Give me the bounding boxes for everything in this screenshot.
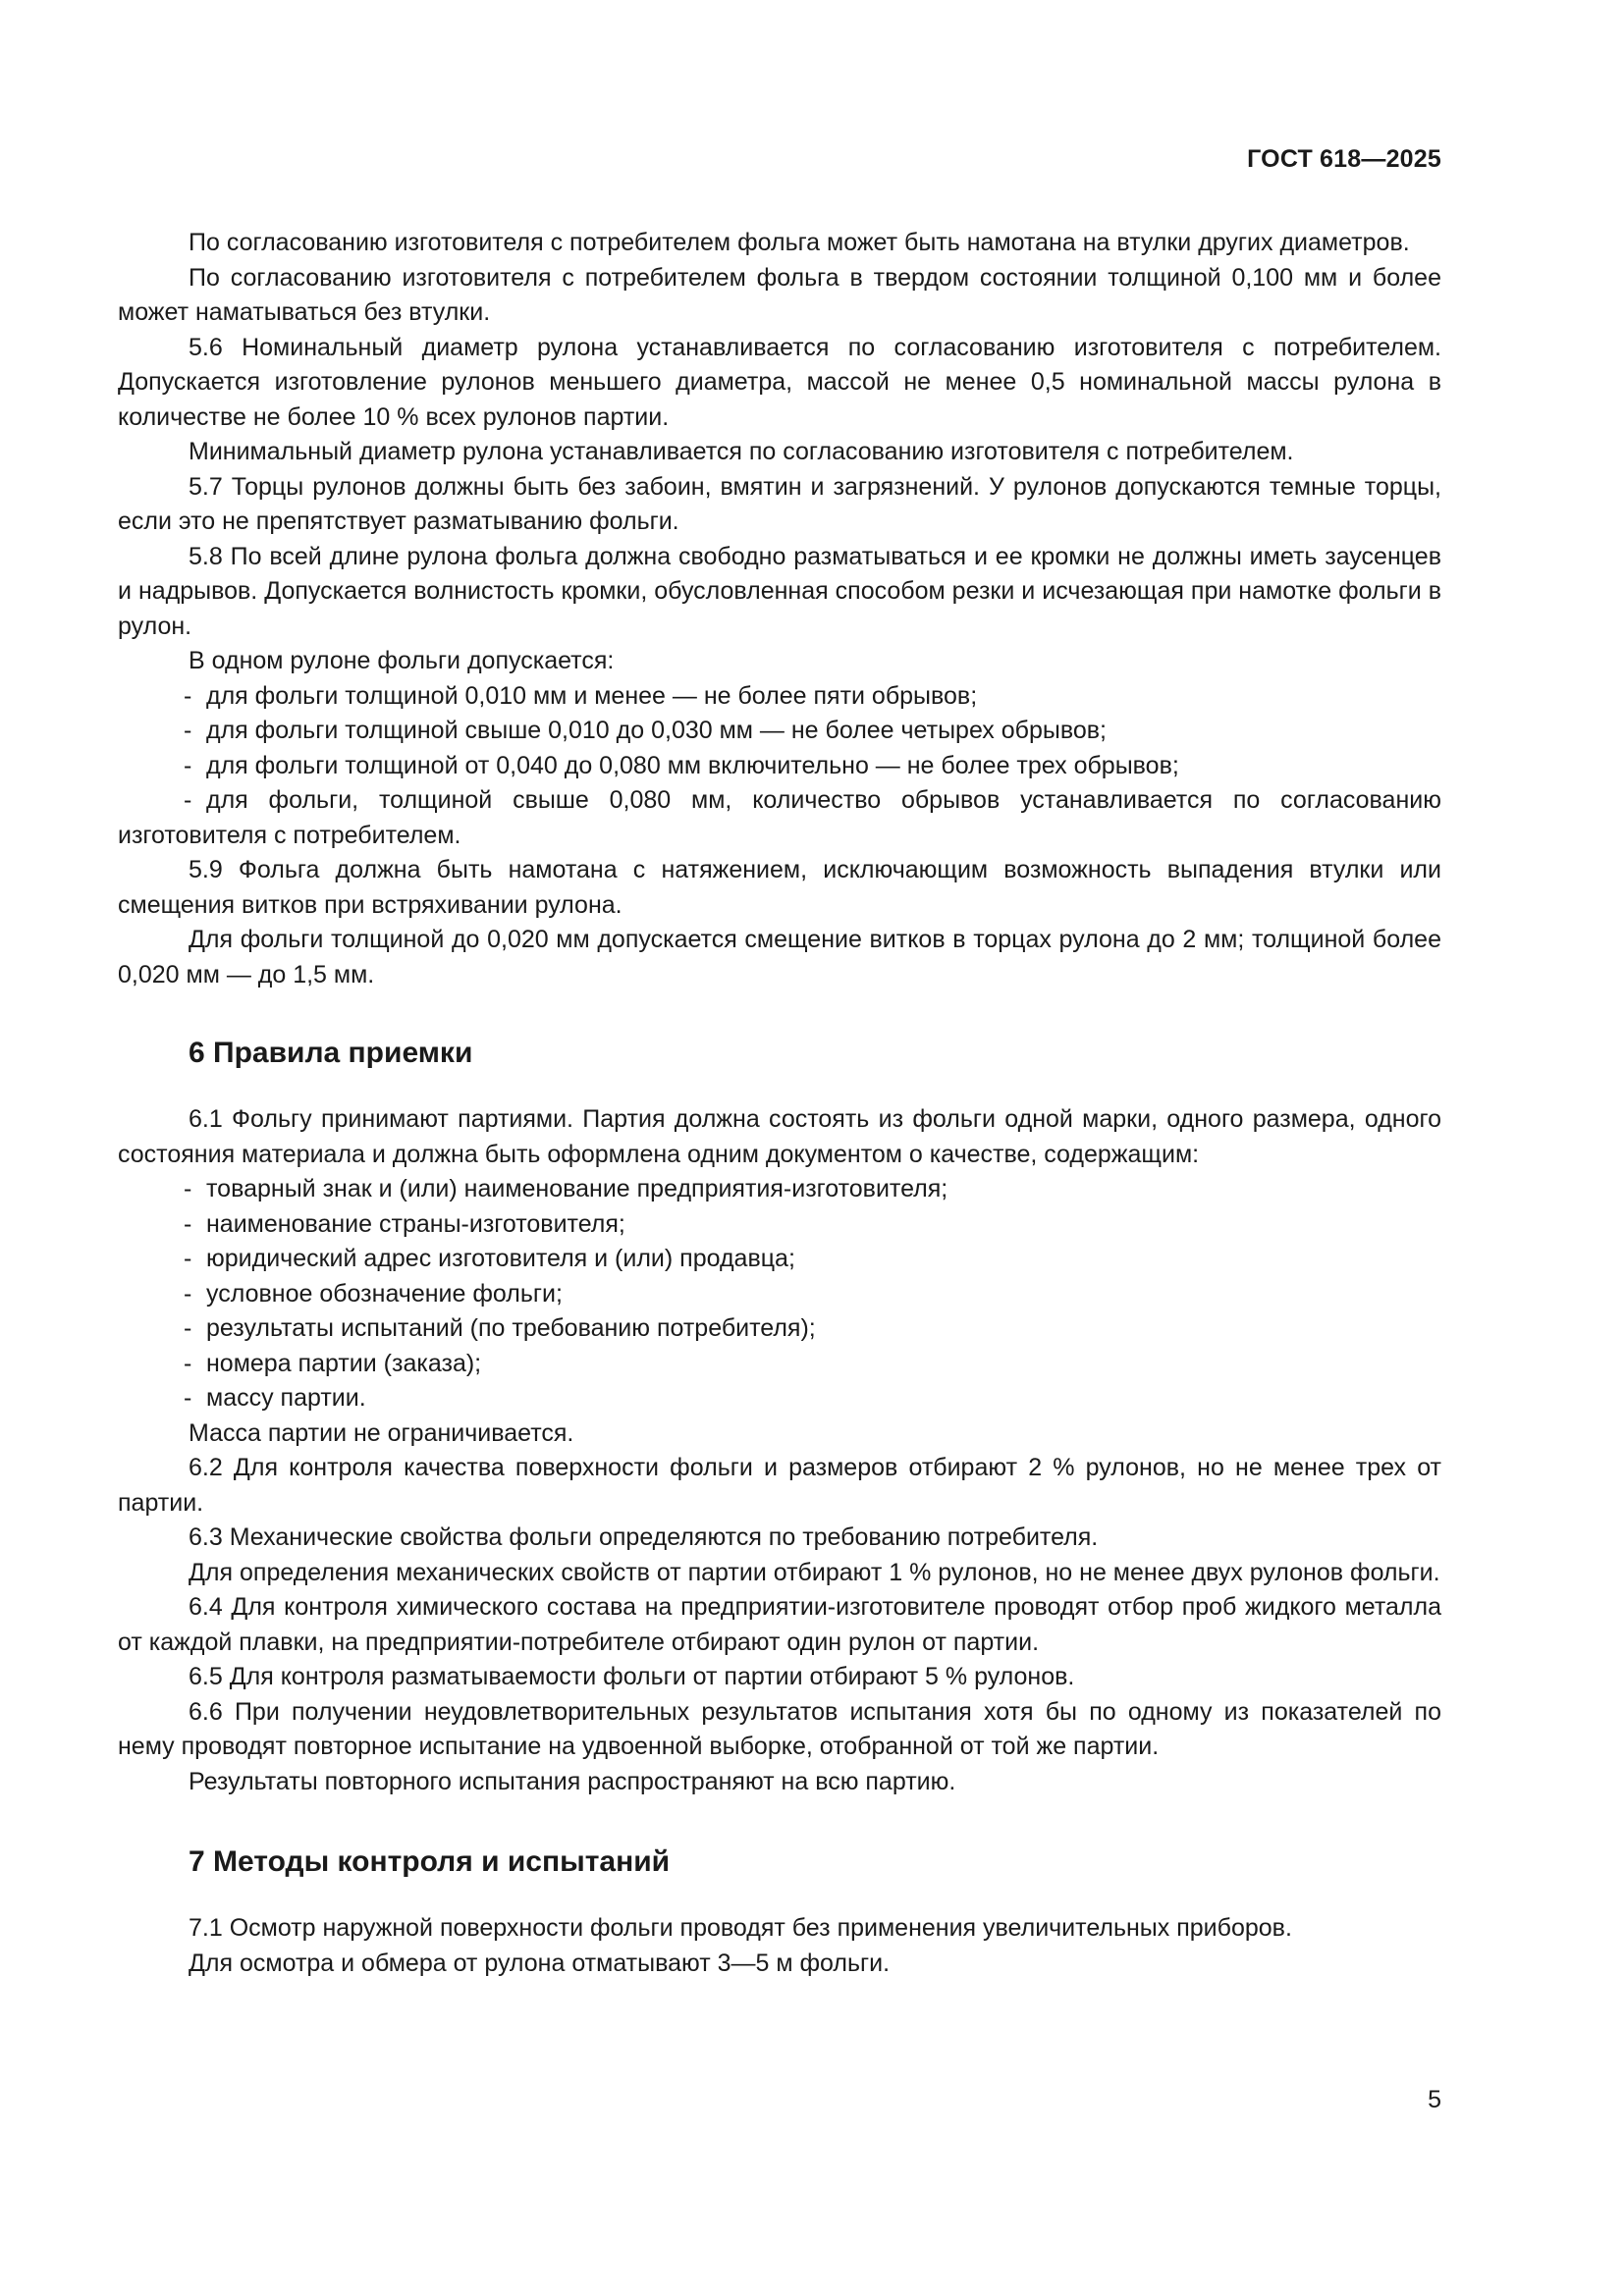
- list-item: - для фольги толщиной от 0,040 до 0,080 мм включительно — не более трех обрывов;: [118, 749, 1441, 784]
- document-code: ГОСТ 618—2025: [1247, 145, 1441, 173]
- list-dash: -: [184, 1314, 192, 1342]
- clause-6-3: 6.3 Механические свойства фольги определяются по требованию потребителя.: [189, 1523, 1099, 1551]
- list-dash: -: [184, 1384, 192, 1412]
- paragraph: Масса партии не ограничивается.: [189, 1418, 574, 1447]
- list-dash: -: [184, 1175, 192, 1202]
- paragraph: Для осмотра и обмера от рулона отматывают 3—5 м фольги.: [189, 1949, 891, 1977]
- paragraph: В одном рулоне фольги допускается:: [189, 647, 615, 674]
- list-item: - товарный знак и (или) наименование предприятия-изготовителя;: [118, 1172, 1441, 1207]
- list-item: - для фольги толщиной 0,010 мм и менее — не более пяти обрывов;: [118, 679, 1441, 715]
- list-item: - юридический адрес изготовителя и (или) продавца;: [118, 1242, 1441, 1277]
- list-item: - для фольги толщиной свыше 0,010 до 0,030 мм — не более четырех обрывов;: [118, 714, 1441, 749]
- clause-6-6: 6.6 При получении неудовлетворительных результатов испытания хотя бы по одному из показателей по нему проводят повторное испытание на удвоенной выборке, отобранной от той же партии.: [118, 1697, 1441, 1760]
- paragraph: По согласованию изготовителя с потребителем фольга в твердом состоянии толщиной 0,100 мм и более может наматываться без втулки.: [118, 263, 1441, 326]
- list-dash: -: [184, 1279, 192, 1308]
- paragraph: Для фольги толщиной до 0,020 мм допускается смещение витков в торцах рулона до 2 мм; толщиной более 0,020 мм — до 1,5 мм.: [118, 926, 1441, 988]
- list-item: - условное обозначение фольги;: [118, 1277, 1441, 1312]
- list-dash: -: [184, 1245, 192, 1272]
- paragraph: Результаты повторного испытания распространяют на всю партию.: [189, 1767, 956, 1795]
- clause-6-2: 6.2 Для контроля качества поверхности фольги и размеров отбирают 2 % рулонов, но не менее трех от партии.: [118, 1454, 1441, 1517]
- paragraph: Минимальный диаметр рулона устанавливается по согласованию изготовителя с потребителем.: [189, 438, 1294, 465]
- list-dash: -: [184, 751, 192, 779]
- list-item: - номера партии (заказа);: [118, 1347, 1441, 1382]
- list-dash: -: [184, 1349, 192, 1377]
- paragraph: По согласованию изготовителя с потребителем фольга может быть намотана на втулки других диаметров.: [189, 229, 1410, 256]
- clause-5-7: 5.7 Торцы рулонов должны быть без забоин, вмятин и загрязнений. У рулонов допускаются темные торцы, если это не препятствует разматыванию фольги.: [118, 472, 1441, 535]
- list-item: - результаты испытаний (по требованию потребителя);: [118, 1311, 1441, 1347]
- clause-6-1: 6.1 Фольгу принимают партиями. Партия должна состоять из фольги одной марки, одного размера, одного состояния материала и должна быть оформлена одним документом о качестве, содержащим:: [118, 1105, 1441, 1168]
- list-dash: -: [184, 786, 192, 814]
- clause-5-8: 5.8 По всей длине рулона фольга должна свободно разматываться и ее кромки не должны иметь заусенцев и надрывов. Допускается волнистость кромки, обусловленная способом резки и исчезающая при намотке фольги в рулон.: [118, 542, 1441, 640]
- list-item: - массу партии.: [118, 1381, 1441, 1416]
- clause-5-6: 5.6 Номинальный диаметр рулона устанавливается по согласованию изготовителя с потребителем. Допускается изготовление рулонов меньшего диаметра, массой не менее 0,5 номинальной массы рулона в количестве не более 10 % всех рулонов партии.: [118, 333, 1441, 431]
- clause-6-4: 6.4 Для контроля химического состава на предприятии-изготовителе проводят отбор проб жидкого металла от каждой плавки, на предприятии-потребителе отбирают один рулон от партии.: [118, 1593, 1441, 1656]
- clause-5-9: 5.9 Фольга должна быть намотана с натяжением, исключающим возможность выпадения втулки или смещения витков при встряхивании рулона.: [118, 856, 1441, 919]
- document-body: [118, 226, 1441, 1981]
- page-number: 5: [1428, 2086, 1441, 2113]
- list-dash: -: [184, 1209, 192, 1238]
- list-dash: -: [184, 717, 192, 744]
- clause-6-5: 6.5 Для контроля разматываемости фольги от партии отбирают 5 % рулонов.: [189, 1663, 1075, 1690]
- section-heading-7: 7 Методы контроля и испытаний: [189, 1845, 671, 1878]
- clause-7-1: 7.1 Осмотр наружной поверхности фольги проводят без применения увеличительных приборов.: [189, 1914, 1292, 1942]
- paragraph: Для определения механических свойств от партии отбирают 1 % рулонов, но не менее двух рулонов фольги.: [189, 1558, 1440, 1586]
- section-heading-6: 6 Правила приемки: [189, 1037, 473, 1069]
- list-item: - наименование страны-изготовителя;: [118, 1207, 1441, 1243]
- list-item: - для фольги, толщиной свыше 0,080 мм, количество обрывов устанавливается по согласованию изготовителя с потребителем.: [118, 783, 1441, 853]
- list-dash: -: [184, 681, 192, 710]
